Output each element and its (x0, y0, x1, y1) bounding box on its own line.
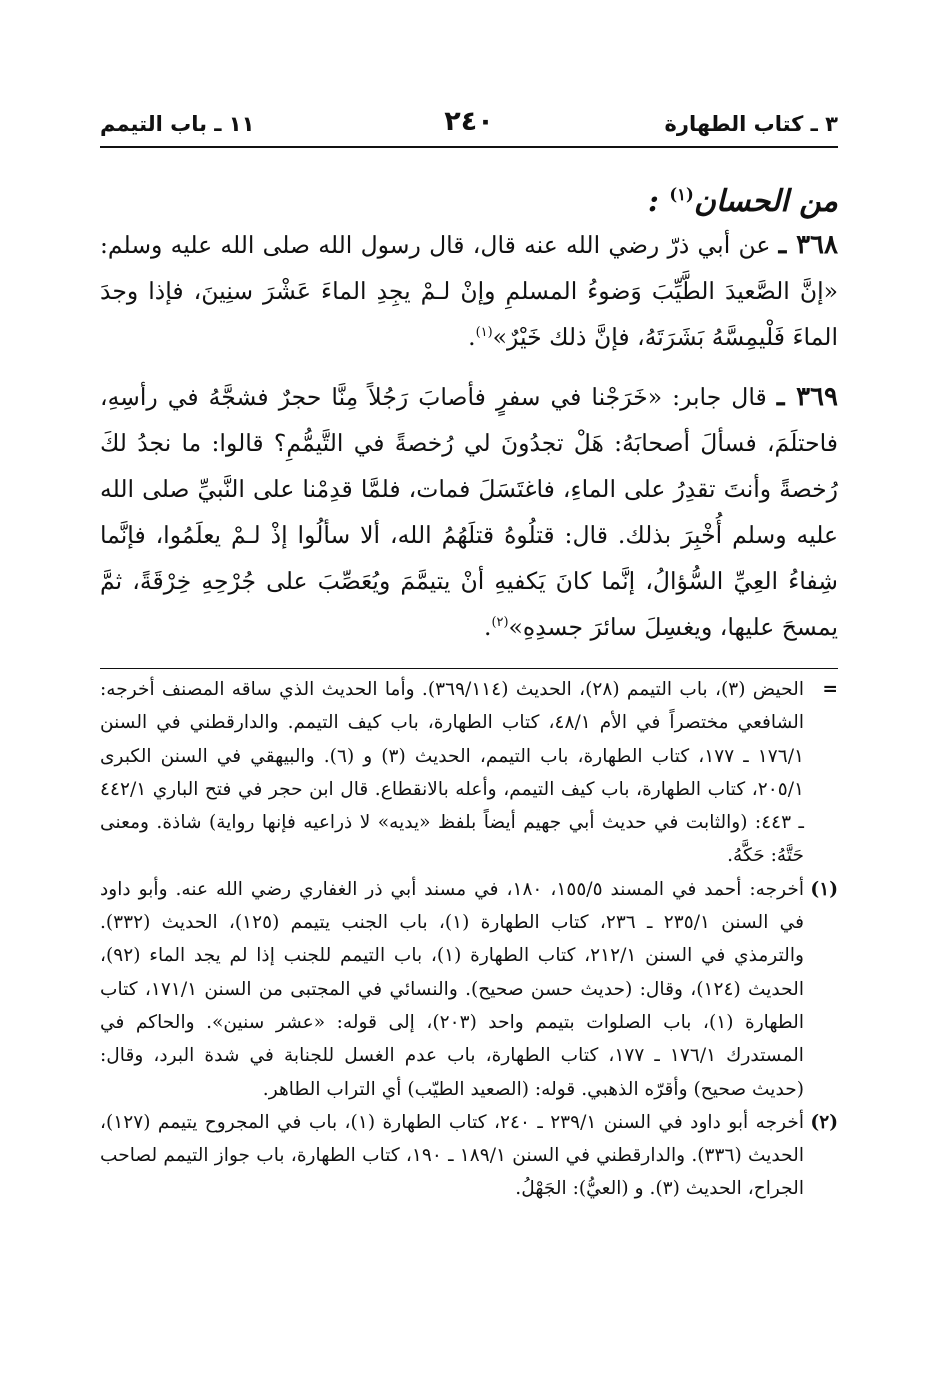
hadith-number: ٣٦٨ ـ (778, 230, 838, 260)
page-number: ٢٤٠ (444, 106, 494, 137)
section-heading-note-ref: (١) (669, 185, 694, 204)
footnote-mark: (١) (810, 878, 838, 900)
hadith-text: قال جابر: «خَرَجْنا في سفرٍ فأصابَ رَجُلاً مِنَّا حجرٌ فشجَّهُ في رأسِهِ، فاحتلَمَ، فسألَ أصحابَهُ: هَلْ تجدُونَ لي رُخصةً في التَّيمُّمِ؟ قالوا: ما نجدُ لكَ رُخصةً وأنتَ تقدِرُ على الماءِ، فاغتَسَلَ فمات، فلمَّا قدِمْنا على النَّبيِّ صلى الله عليه وسلم أُخْبِرَ بذلك. قال: قتلُوهُ قتلَهُمُ الله، ألا سألُوا إذْ لـمْ يعلَمُوا، فإنَّما شِفاءُ العِيِّ السُّؤالُ، إنَّما كانَ يَكفيهِ أنْ يتيمَّمَ ويُعَصِّبَ على جُرْحِهِ خِرْقَةً، ثمَّ يمسحَ عليها، ويغسِلَ سائرَ جسدِهِ» (100, 383, 838, 641)
footnote-mark: = (822, 679, 838, 700)
footnote-continued (100, 673, 838, 873)
hadith-note-ref: (٢) (491, 615, 509, 631)
hadith-end: . (468, 323, 476, 351)
hadith-368 (100, 222, 838, 360)
footnote-1 (100, 873, 838, 1106)
section-title: ١١ ـ باب التيمم (100, 112, 255, 136)
hadith-369 (100, 374, 838, 650)
section-heading (100, 182, 838, 222)
section-heading-colon: : (647, 184, 670, 219)
footnote-text: أخرجه: أحمد في المسند ١٥٥/٥، ١٨٠، في مسند أبي ذر الغفاري رضي الله عنه. وأبو داود في السنن ٢٣٥/١ ـ ٢٣٦، كتاب الطهارة (١)، باب الجنب يتيمم (١٢٥)، الحديث (٣٣٢). والترمذي في السنن ٢١٢/١، كتاب الطهارة (١)، باب التيمم للجنب إذا لم يجد الماء (٩٢)، الحديث (١٢٤)، وقال: (حديث حسن صحيح). والنسائي في المجتبى من السنن ١٧١/١، كتاب الطهارة (١)، باب الصلوات بتيمم واحد (٢٠٣)، إلى قوله: «عشر سنين». والحاكم في المستدرك ١٧٦/١ ـ ١٧٧، كتاب الطهارة، باب عدم الغسل للجنابة في شدة البرد، وقال: (حديث صحيح) وأقرّه الذهبي. قوله: (الصعيد الطيّب) أي التراب الطاهر. (100, 878, 805, 1100)
hadith-text: عن أبي ذرّ رضي الله عنه قال، قال رسول الله صلى الله عليه وسلم: «إنَّ الصَّعيدَ الطَّيِّبَ وَضوءُ المسلمِ وإنْ لـمْ يجِدِ الماءَ عَشْرَ سنِينَ، فإذا وجدَ الماءَ فَلْيمِسَّهُ بَشَرَتَهُ، فإنَّ ذلك خَيْرٌ» (100, 231, 838, 351)
hadith-note-ref: (١) (475, 325, 493, 341)
section-heading-text: من الحسان (693, 184, 838, 219)
hadith-end: . (484, 613, 492, 641)
chapter-title: ٣ ـ كتاب الطهارة (664, 112, 838, 136)
hadith-number: ٣٦٩ ـ (776, 382, 838, 412)
footnote-text: الحيض (٣)، باب التيمم (٢٨)، الحديث (٣٦٩/١١٤). وأما الحديث الذي ساقه المصنف أخرجه: الشافعي مختصراً في الأم ٤٨/١، كتاب الطهارة، باب كيف التيمم. والدارقطني في السنن ١٧٦/١ ـ ١٧٧، كتاب الطهارة، باب التيمم، الحديث (٣) و (٦). والبيهقي في السنن الكبرى ٢٠٥/١، كتاب الطهارة، باب كيف التيمم، وأعله بالانقطاع. قال ابن حجر في فتح الباري ٤٤٢/١ ـ ٤٤٣: (والثابت في حديث أبي جهيم أيضاً بلفظ «يديه» لا ذراعيه فإنها رواية) شاذة. ومعنى حَتَّهُ: حَكَّهُ. (100, 679, 805, 867)
footnote-mark: (٢) (810, 1111, 838, 1133)
footnote-text: أخرجه أبو داود في السنن ٢٣٩/١ ـ ٢٤٠، كتاب الطهارة (١)، باب في المجروح يتيمم (١٢٧)، الحديث (٣٣٦). والدارقطني في السنن ١٨٩/١ ـ ١٩٠، كتاب الطهارة، باب جواز التيمم لصاحب الجراح، الحديث (٣). و (العيُّ): الجَهْلُ. (100, 1111, 805, 1200)
page (100, 104, 838, 1206)
running-header (100, 104, 838, 148)
footnote-2 (100, 1106, 838, 1206)
footnote-separator (100, 668, 838, 669)
